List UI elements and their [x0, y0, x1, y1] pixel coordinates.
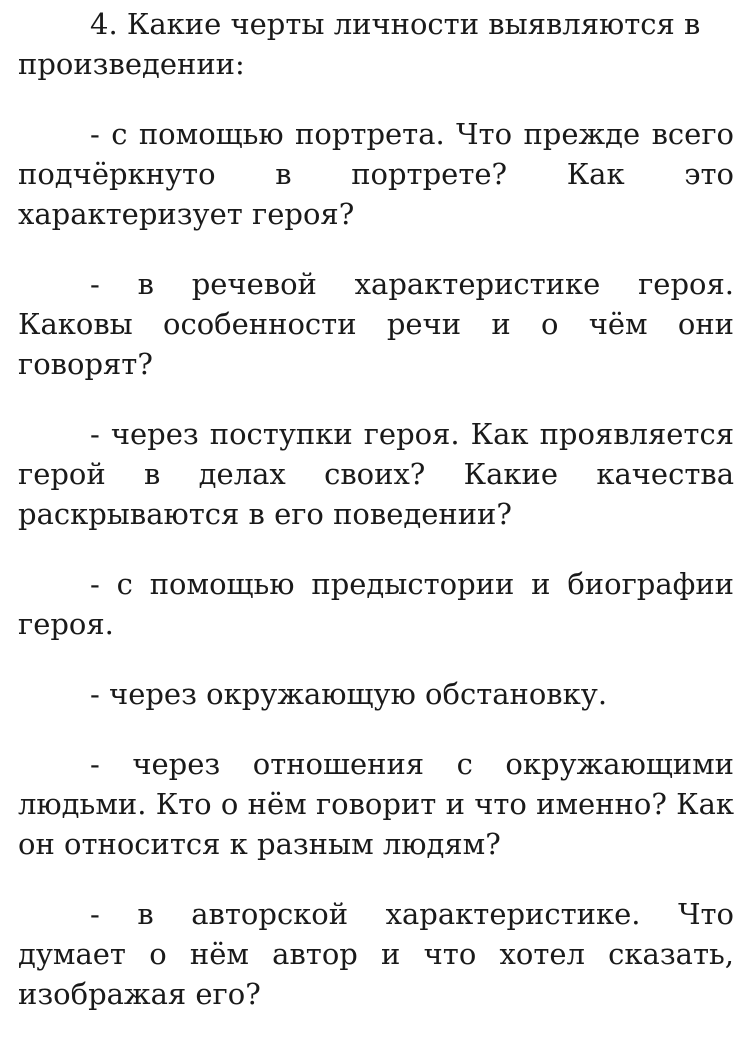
- list-item-portrait: - с помощью портрета. Что прежде всего подчёркнуто в портрете? Как это характеризует героя?: [18, 117, 734, 231]
- question-heading: 4. Какие черты личности выявляются в произведении:: [18, 7, 701, 81]
- list-item-relationships: - через отношения с окружающими людьми. Кто о нём говорит и что именно? Как он относится к разным людям?: [18, 747, 734, 861]
- list-item-environment: - через окружающую обстановку.: [90, 677, 608, 711]
- list-item-speech: - в речевой характеристике героя. Каковы особенности речи и о чём они говорят?: [18, 267, 734, 381]
- document-page: [18, 4, 734, 1044]
- list-item-biography: - с помощью предыстории и биографии героя.: [18, 567, 734, 641]
- list-item-actions: - через поступки героя. Как проявляется герой в делах своих? Какие качества раскрываются в его поведении?: [18, 417, 734, 531]
- list-item-author-characterization: - в авторской характеристике. Что думает о нём автор и что хотел сказать, изображая его?: [18, 897, 734, 1011]
